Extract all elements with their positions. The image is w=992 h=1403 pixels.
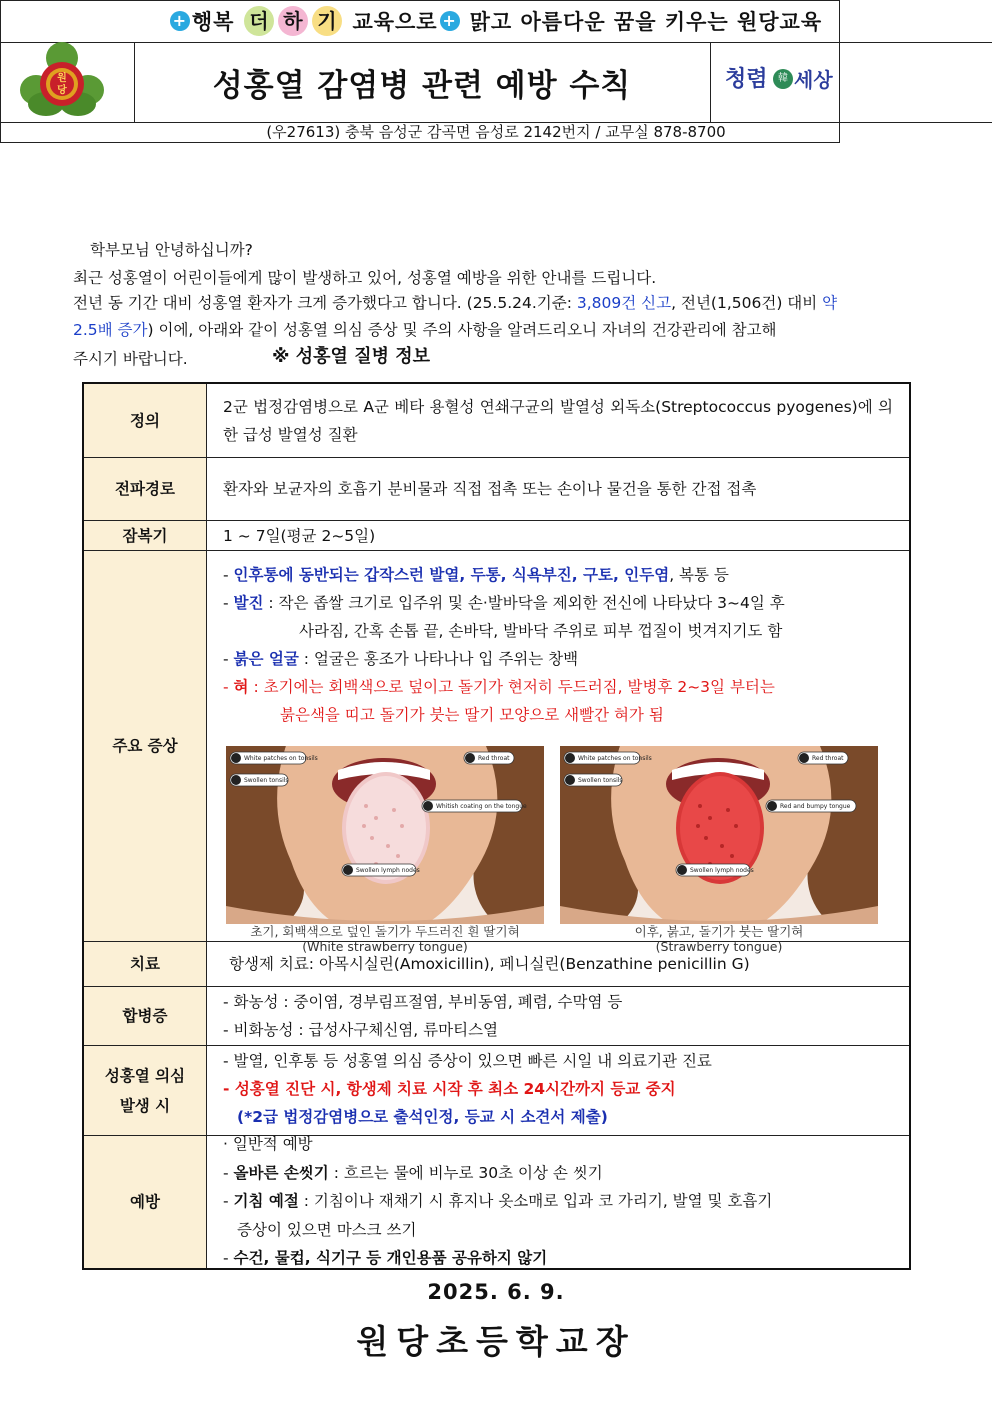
page-title: 성홍열 감염병 관련 예방 수칙: [212, 67, 632, 104]
issue-date: 2025. 6. 9.: [427, 1280, 565, 1304]
title-row: [0, 42, 992, 123]
fig2-tag-4: Red and bumpy tongue: [780, 803, 851, 810]
disease-info-table: [82, 382, 911, 1270]
no-sharing-label: 수건, 물컵, 식기구 등 개인용품 공유하지 않기: [233, 1249, 548, 1267]
symptom-line-2-cont: 사라짐, 간혹 손톱 끝, 손바닥, 발바닥 주위로 피부 껍질이 벗겨지기도 함: [299, 622, 783, 640]
dash: -: [223, 650, 234, 668]
intro-line-2: [73, 289, 837, 317]
row-label: 정의: [84, 384, 207, 457]
table-row-definition: [84, 384, 909, 458]
brand-logo: [710, 42, 841, 122]
intro-line-3b: ) 이에, 아래와 같이 성홍열 의심 증상 및 주의 사항을 알려드리오니 자녀의 건강관리에 참고해: [147, 321, 777, 339]
row-label: 예방: [84, 1136, 207, 1268]
prevention-line-3: [223, 1244, 893, 1273]
handwashing-label: 올바른 손씻기: [233, 1163, 329, 1182]
strawberry-tongue-figure: [560, 746, 878, 924]
complication-line-1: - 화농성 : 중이염, 경부림프절염, 부비동염, 폐렴, 수막염 등: [223, 993, 623, 1011]
slogan-bubble-3: 기: [312, 6, 342, 36]
fig1-tag-5: Swollen lymph nodes: [356, 867, 420, 874]
report-count: 3,809건 신고: [576, 294, 672, 312]
fig1-tag-2: Swollen tonsils: [244, 777, 289, 784]
complications-cell: [207, 987, 909, 1045]
intro-line-4: 주시기 바랍니다.: [73, 350, 188, 368]
transmission-text: 환자와 보균자의 호흡기 분비물과 직접 접촉 또는 손이나 물건을 통한 간접 접촉: [223, 480, 757, 498]
row-label: 치료: [84, 942, 207, 986]
row-label: 합병증: [84, 987, 207, 1045]
slogan-part3: 맑고 아름다운 꿈을 키우는 원당교육: [469, 10, 823, 34]
table-row-symptoms: [84, 551, 909, 954]
dash: -: [223, 1249, 234, 1267]
row-label: 전파경로: [84, 458, 207, 520]
increase-rate: 2.5배 증가: [73, 321, 148, 339]
intro-line-3: [73, 316, 777, 344]
slogan-part2: 교육으로: [352, 10, 438, 34]
cough-etiquette-text: : 기침이나 재채기 시 휴지나 옷소매로 입과 코 가리기, 발열 및 호흡기: [298, 1192, 773, 1210]
fig2-caption-en: (Strawberry tongue): [655, 939, 783, 954]
row-label-line-2: 발생 시: [119, 1096, 171, 1115]
symptom-tongue: 혀: [233, 678, 249, 696]
definition-text: 2군 법정감염병으로 A군 베타 용혈성 연쇄구균의 발열성 외독소(Streptococcus pyogenes)에 의한 급성 발열성 질환: [223, 398, 893, 444]
symptom-general-rest: , 복통 등: [669, 566, 729, 584]
brand-left: 청렴: [725, 66, 768, 92]
fig1-tag-1: White patches on tonsils: [244, 755, 318, 762]
symptom-general: 인후통에 동반되는 갑작스런 발열, 두통, 식욕부진, 구토, 인두염: [233, 566, 670, 584]
prevention-cell: [207, 1136, 909, 1268]
row-label: 잠복기: [84, 521, 207, 550]
section-title: ※ 성홍열 질병 정보: [272, 346, 431, 367]
prevention-line-2-cont: 증상이 있으면 마스크 쓰기: [237, 1220, 417, 1239]
fig2-caption-ko: 이후, 붉고, 돌기가 붓는 딸기혀: [634, 924, 804, 939]
handwashing-text: : 흐르는 물에 비누로 30초 이상 손 씻기: [328, 1163, 603, 1182]
dash: -: [223, 1192, 234, 1210]
table-row-treatment: [84, 942, 909, 987]
row-label: [84, 1046, 207, 1135]
symptom-tongue-text: : 초기에는 회백색으로 덮이고 돌기가 현저히 두드러짐, 발병후 2~3일 부터는: [248, 678, 775, 696]
school-address: (우27613) 충북 음성군 감곡면 음성로 2142번지 / 교무실 878-8700: [266, 123, 726, 141]
row-label-line-1: 성홍열 의심: [104, 1066, 186, 1085]
fig1-tag-3: Red throat: [478, 755, 510, 762]
slogan-bubble-1: 더: [244, 6, 274, 36]
symptom-line-4: [223, 673, 893, 701]
symptom-face: 붉은 얼굴: [233, 650, 299, 668]
suspected-line-3: (*2급 법정감염병으로 출석인정, 등교 시 소견서 제출): [237, 1108, 608, 1126]
brand-mid: 韓: [773, 69, 793, 89]
table-row-complications: [84, 987, 909, 1046]
letter-header: [0, 0, 840, 143]
symptom-line-1: [223, 561, 893, 589]
fig2-tag-5: Swollen lymph nodes: [690, 867, 754, 874]
table-row-transmission: [84, 458, 909, 521]
incubation-text: 1 ~ 7일(평균 2~5일): [223, 526, 376, 545]
plus-icon: +: [170, 11, 190, 31]
symptom-line-2: [223, 589, 893, 617]
greeting: 학부모님 안녕하십니까?: [90, 241, 253, 259]
fig1-tag-4: Whitish coating on the tongue: [436, 803, 527, 810]
fig2-tag-3: Red throat: [812, 755, 844, 762]
school-emblem-icon: [0, 42, 134, 122]
slogan-banner: [0, 0, 992, 43]
fig1-caption-en: (White strawberry tongue): [302, 939, 468, 954]
complication-line-2: - 비화농성 : 급성사구체신염, 류마티스열: [223, 1021, 499, 1039]
symptom-face-text: : 얼굴은 홍조가 나타나나 입 주위는 창백: [298, 650, 579, 668]
table-row-suspected: [84, 1046, 909, 1136]
symptom-rash-text: : 작은 좁쌀 크기로 입주위 및 손·발바닥을 제외한 전신에 나타났다 3~4일 후: [263, 594, 785, 612]
treatment-text: 항생제 치료: 아목시실린(Amoxicillin), 페니실린(Benzathine penicillin G): [229, 955, 750, 973]
school-logo: [0, 42, 135, 122]
plus-icon: +: [440, 11, 460, 31]
intro-line-2a: 전년 동 기간 대비 성홍열 환자가 크게 증가했다고 합니다. (25.5.24.기준:: [73, 294, 577, 312]
white-tongue-illustration-icon: [226, 746, 544, 924]
suspected-line-1: - 발열, 인후통 등 성홍열 의심 증상이 있으면 빠른 시일 내 의료기관 진료: [223, 1052, 712, 1070]
slogan-bubble-2: 하: [278, 6, 308, 36]
row-label: 주요 증상: [84, 551, 207, 941]
slogan-part1: 행복: [191, 10, 235, 34]
intro-line-2c: , 전년(1,506건) 대비: [671, 294, 823, 312]
intro-line-1: 최근 성홍열이 어린이들에게 많이 발생하고 있어, 성홍열 예방을 위한 안내를 드립니다.: [73, 269, 657, 287]
prevention-line-1: [223, 1159, 893, 1188]
suspected-cell: [207, 1046, 909, 1135]
logo-char-bottom: 당: [57, 85, 67, 96]
table-row-incubation: [84, 521, 909, 551]
white-strawberry-tongue-figure: [226, 746, 544, 924]
table-row-prevention: [84, 1136, 909, 1268]
logo-char-top: 원: [57, 73, 67, 84]
dash: -: [223, 1163, 234, 1182]
red-tongue-illustration-icon: [560, 746, 878, 924]
cough-etiquette-label: 기침 예절: [233, 1192, 299, 1210]
fig2-tag-2: Swollen tonsils: [578, 777, 623, 784]
prevention-line-0: · 일반적 예방: [223, 1135, 313, 1153]
symptom-rash: 발진: [233, 594, 264, 612]
symptom-line-3: [223, 645, 893, 673]
suspected-line-2: - 성홍열 진단 시, 항생제 치료 시작 후 최소 24시간까지 등교 중지: [223, 1080, 676, 1098]
intro-line-2d: 약: [822, 294, 838, 312]
dash: -: [223, 566, 234, 584]
brand-right: 세상: [794, 68, 833, 92]
principal-signature: 원당초등학교장: [356, 1322, 636, 1361]
dash: -: [223, 678, 234, 696]
dash: -: [223, 594, 234, 612]
fig1-caption-ko: 초기, 회백색으로 덮인 돌기가 두드러진 흰 딸기혀: [250, 924, 520, 939]
symptom-line-4-cont: 붉은색을 띠고 돌기가 붓는 딸기 모양으로 새빨간 혀가 됨: [280, 706, 664, 724]
prevention-line-2: [223, 1187, 893, 1216]
fig2-tag-1: White patches on tonsils: [578, 755, 652, 762]
